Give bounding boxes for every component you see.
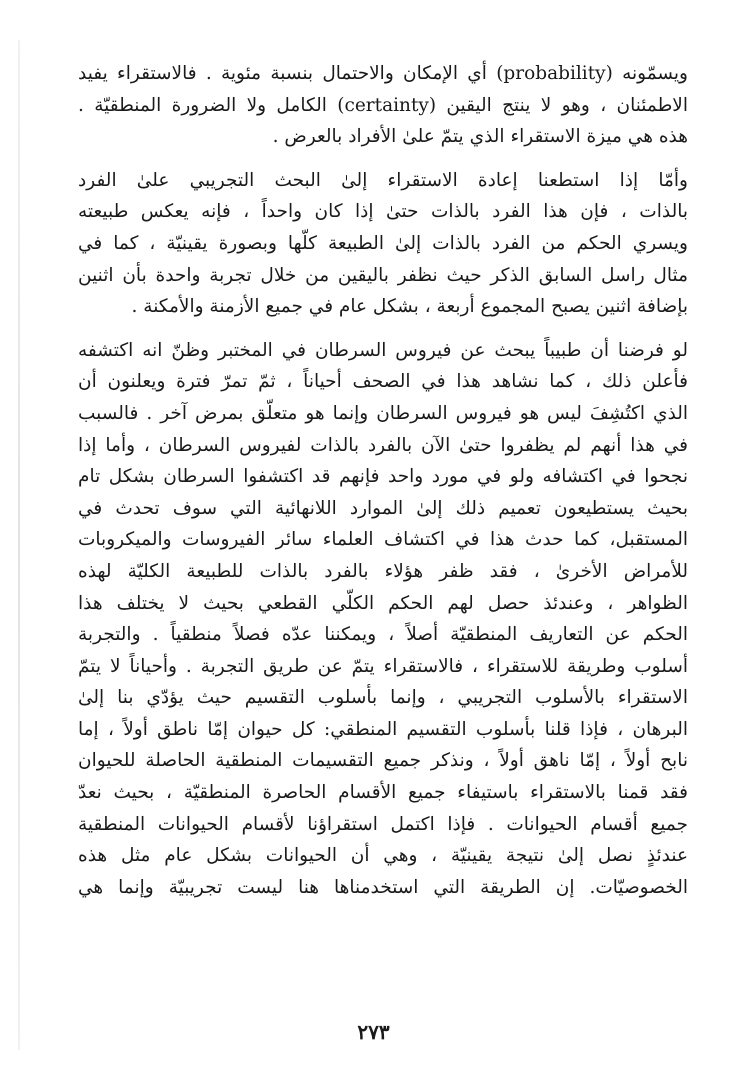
text-line: للأمراض الأخرىٰ ، فقد ظفر هؤلاء بالفرد بالذات للطبيعة الكليّة لهذه [78,560,688,582]
text-line: بالذات ، فإن هذا الفرد بالذات حتىٰ إذا كان واحداً ، فإنه يعكس طبيعته [78,201,688,223]
text-line: ويسري الحكم من الفرد بالذات إلىٰ الطبيعة كلّها وبصورة يقينيّة ، كما في [78,232,688,254]
text-line: الاطمئنان ، وهو لا ينتج اليقين (certainty) الكامل ولا الضرورة المنطقيّة . [78,94,688,116]
page-number: ٢٧٣ [357,1020,390,1044]
paragraph-1 [78,58,688,153]
text-line: بإضافة اثنين يصبح المجموع أربعة ، بشكل عام في جميع الأزمنة والأمكنة . [131,296,688,318]
text-line: الذي اكتُشِفَ ليس هو فيروس السرطان وإنما هو متعلّق بمرض آخر . فالسبب [78,402,688,424]
paragraph-2 [78,165,688,323]
text-line: لو فرضنا أن طبيباً يبحث عن فيروس السرطان في المختبر وظنّ انه اكتشفه [78,339,688,361]
text-line: هذه هي ميزة الاستقراء الذي يتمّ علىٰ الأفراد بالعرض . [272,126,688,148]
text-line: الاستقراء بالأسلوب التجريبي ، وإنما بأسلوب التقسيم حيث يؤدّي بنا إلىٰ [78,687,688,709]
text-line: ويسمّونه (probability) أي الإمكان والاحتمال بنسبة مئوية . فالاستقراء يفيد [78,63,688,84]
text-line: الحكم عن التعاريف المنطقيّة أصلاً ، ويمكننا عدّه فصلاً منطقياً . والتجربة [78,624,688,646]
text-line: فقد قمنا بالاستقراء باستيفاء جميع الأقسام الحاصرة المنطقيّة ، بحيث نعدّ [78,782,688,804]
text-line: الظواهر ، وعندئذ حصل لهم الحكم الكلّي القطعي بحيث لا يختلف هذا [78,592,688,614]
text-line: عندئذٍ نصل إلىٰ نتيجة يقينيّة ، وهي أن الحيوانات بشكل عام مثل هذه [78,845,688,867]
text-line: أسلوب وطريقة للاستقراء ، فالاستقراء يتمّ عن طريق التجربة . وأحياناً لا يتمّ [78,655,688,677]
text-line: وأمّا إذا استطعنا إعادة الاستقراء إلىٰ البحث التجريبي علىٰ الفرد [78,169,688,191]
text-line: نجحوا في اكتشافه ولو في مورد واحد فإنهم قد اكتشفوا السرطان بشكل تام [78,466,688,488]
page-edge-shadow [18,40,20,1050]
text-line: في هذا أنهم لم يظفروا حتىٰ الآن بالفرد بالذات لفيروس السرطان ، وأما إذا [78,434,688,456]
text-line: بحيث يستطيعون تعميم ذلك إلىٰ الموارد اللانهائية التي سوف تحدث في [78,497,688,519]
text-line: الخصوصيّات. إن الطريقة التي استخدمناها هنا ليست تجريبيّة وإنما هي [78,876,688,898]
paragraph-gap [78,153,688,165]
page-body [78,58,688,988]
paragraph-gap [78,323,688,335]
paragraph-3 [78,335,688,904]
text-line: المستقبل، كما حدث هذا في اكتشاف العلماء سائر الفيروسات والميكروبات [78,529,688,551]
text-line: جميع أقسام الحيوانات . فإذا اكتمل استقراؤنا لأقسام الحيوانات المنطقية [78,813,688,835]
text-line: نابح أولاً ، إمّا ناهق أولاً ، ونذكر جميع التقسيمات المنطقية الحاصلة للحيوان [78,750,688,772]
text-line: البرهان ، فإذا قلنا بأسلوب التقسيم المنطقي: كل حيوان إمّا ناطق أولاً ، إما [78,718,688,740]
text-line: فأعلن ذلك ، كما نشاهد هذا في الصحف أحياناً ، ثمّ تمرّ فترة ويعلنون أن [78,371,688,393]
text-line: مثال راسل السابق الذكر حيث نظفر باليقين من خلال تجربة واحدة بأن اثنين [78,264,688,286]
